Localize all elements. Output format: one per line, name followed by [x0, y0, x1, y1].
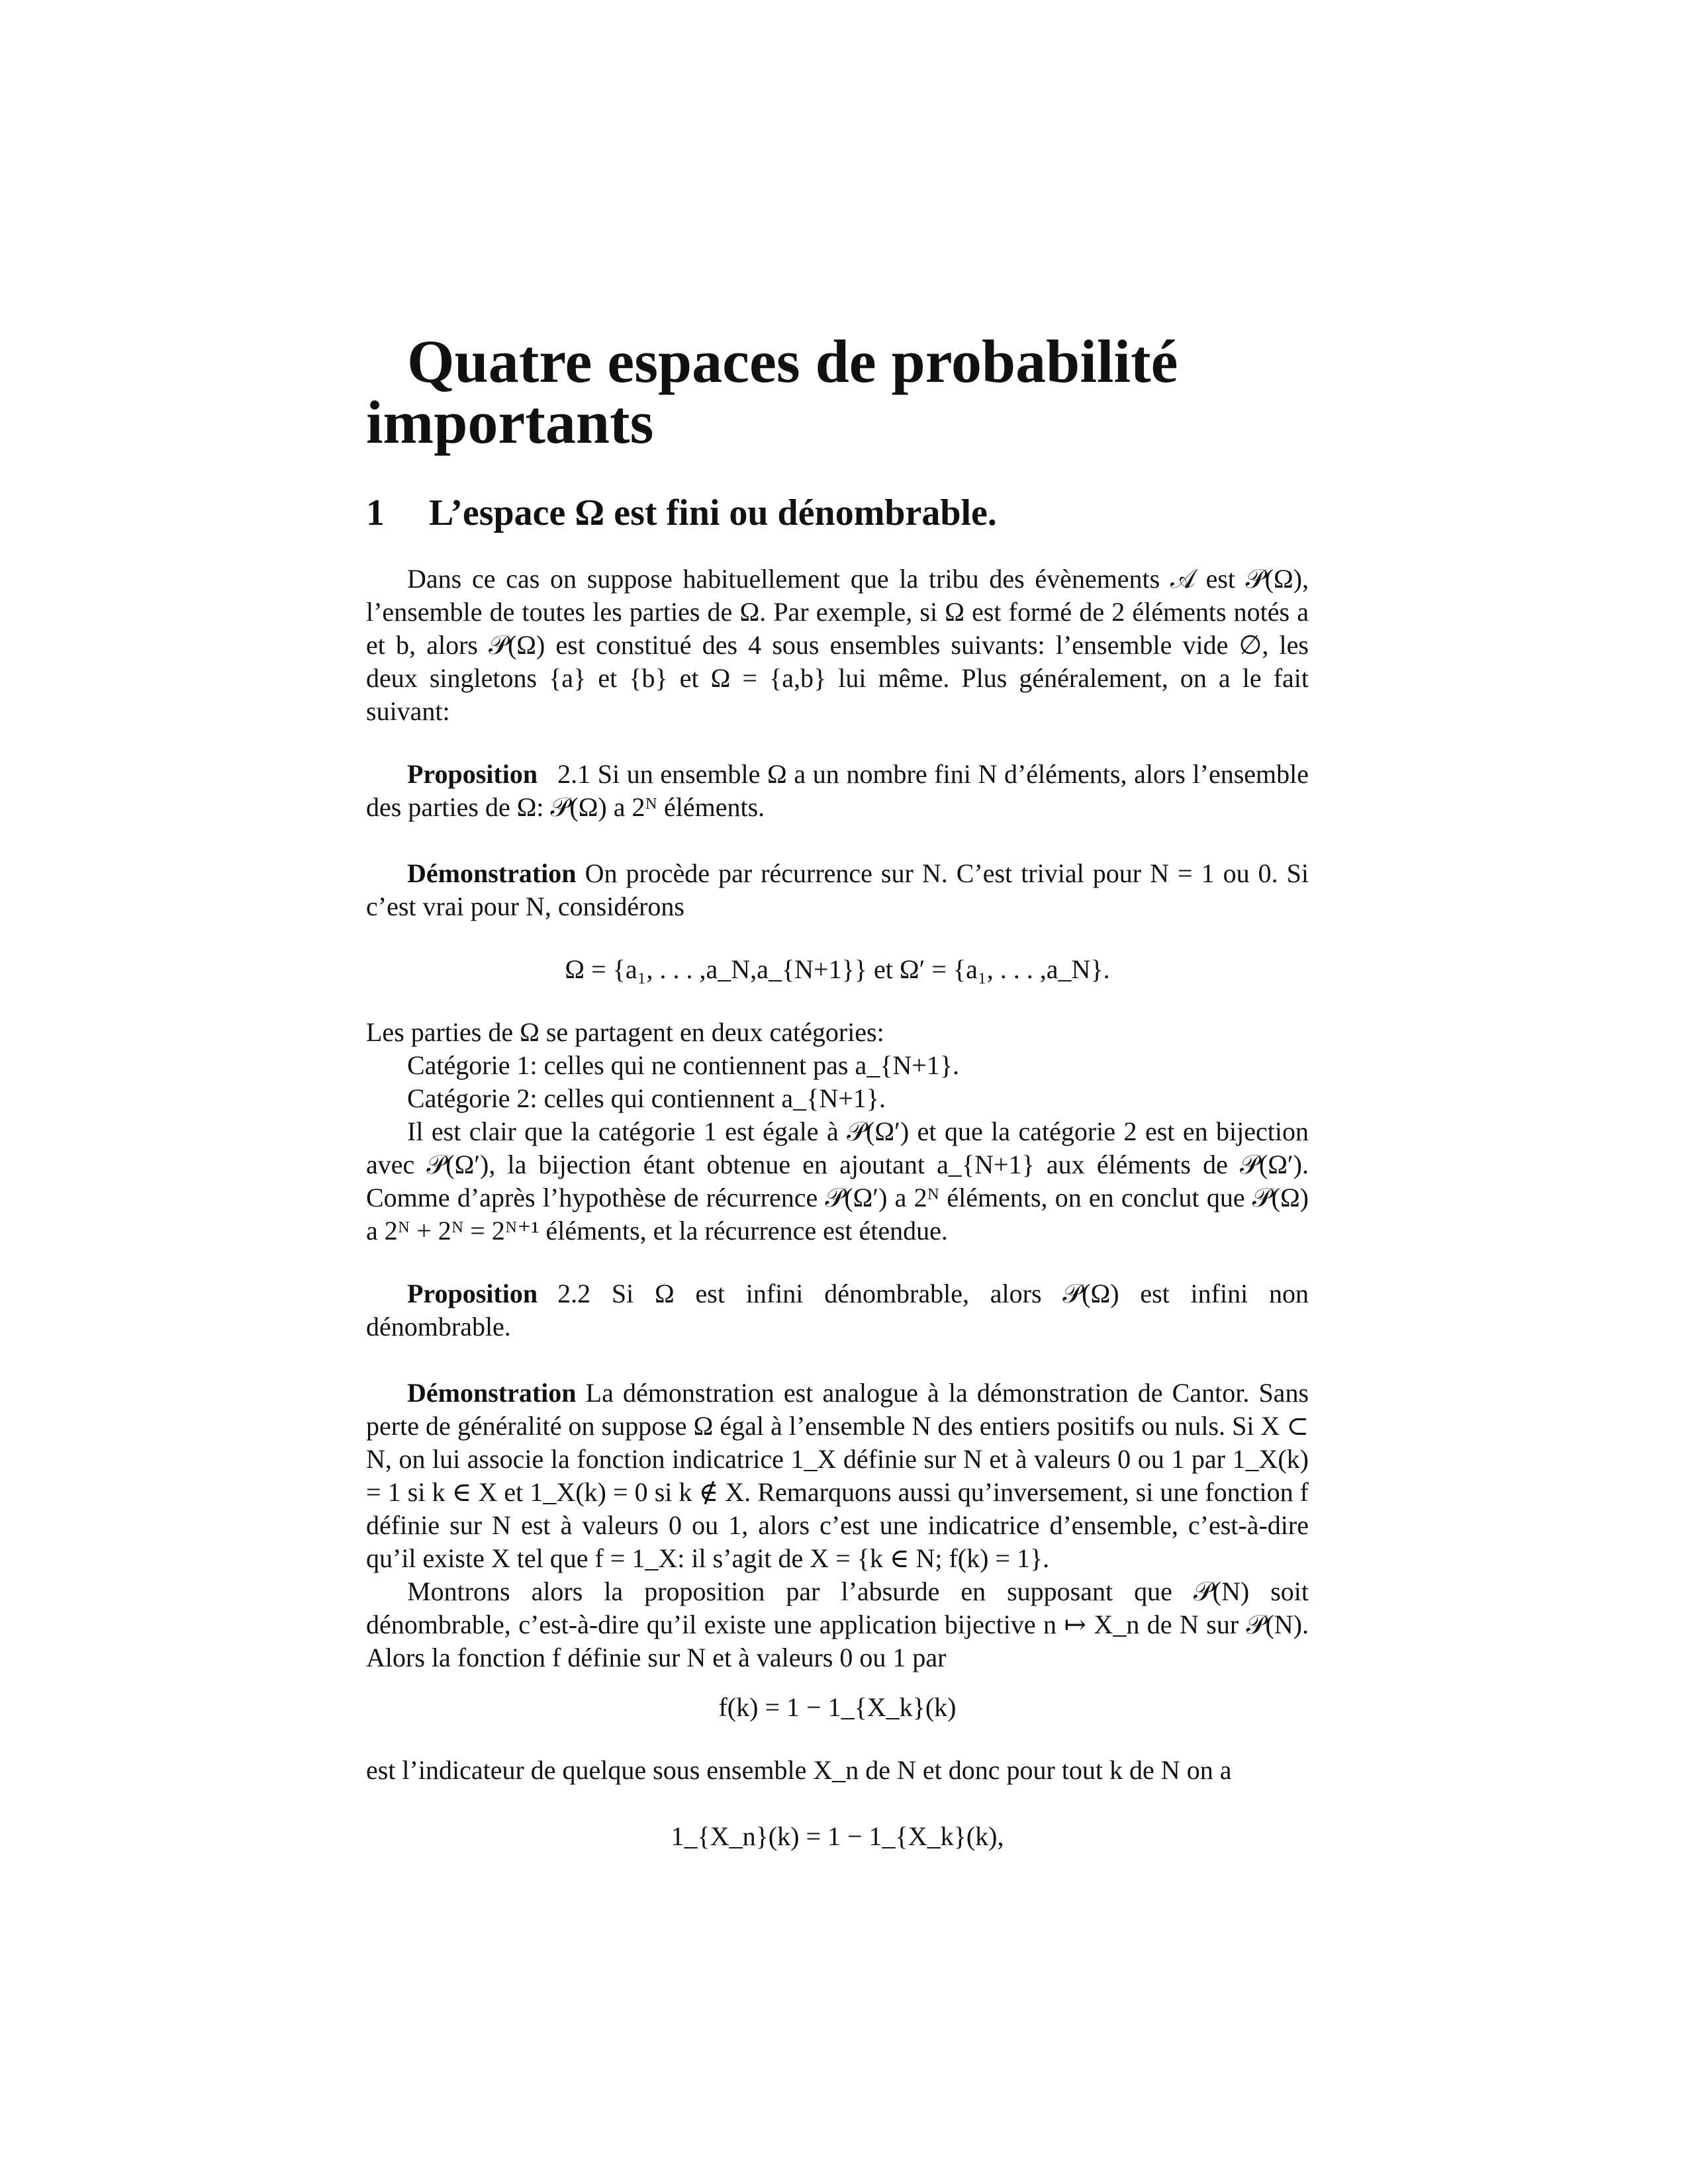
proof-2-continued — [366, 1754, 1309, 1787]
equation-indicator: 1_{X_n}(k) = 1 − 1_{X_k}(k), — [671, 1821, 1004, 1851]
proposition-text: 2.2 Si Ω est infini dénombrable, alors 𝒫(Ω) est infini non dénombrable. — [366, 1279, 1309, 1342]
equation-f: f(k) = 1 − 1_{X_k}(k) — [718, 1692, 957, 1722]
proof-text: On procède par récurrence sur N. C’est trivial pour N = 1 ou 0. Si c’est vrai pour N, considérons — [366, 858, 1309, 921]
proposition-label: Proposition — [407, 1279, 538, 1308]
intro-text: Dans ce cas on suppose habituellement que la tribu des évènements 𝒜 est 𝒫(Ω), l’ensemble de toutes les parties de Ω. Par exemple, si Ω est formé de 2 éléments notés a et b, alors 𝒫(Ω) est constitué des 4 sous ensembles suivants: l’ensemble vide ∅, les deux singletons {a} et {b} et Ω = {a,b} lui même. Plus généralement, on a le fait suivant: — [366, 564, 1309, 726]
category-2: Catégorie 2: celles qui contiennent a_{N+1}. — [407, 1083, 886, 1113]
proof-paragraph: Montrons alors la proposition par l’absurde en supposant que 𝒫(N) soit dénombrable, c’est-à-dire qu’il existe une application bijective n ↦ X_n de N sur 𝒫(N). Alors la fonction f définie sur N et à valeurs 0 ou 1 par — [366, 1576, 1309, 1672]
proof-label: Démonstration — [407, 1378, 577, 1408]
proof-label: Démonstration — [407, 858, 577, 888]
section-number: 1 — [366, 492, 385, 533]
proposition-text: 2.1 Si un ensemble Ω a un nombre fini N d’éléments, alors l’ensemble des parties de Ω: 𝒫(Ω) a 2ᴺ éléments. — [366, 759, 1309, 822]
proof-paragraph: est l’indicateur de quelque sous ensemble X_n de N et donc pour tout k de N on a — [366, 1755, 1232, 1785]
proposition-2 — [366, 1277, 1309, 1343]
proof-conclusion: Il est clair que la catégorie 1 est égale à 𝒫(Ω′) et que la catégorie 2 est en bijection avec 𝒫(Ω′), la bijection étant obtenue en ajoutant a_{N+1} aux éléments de 𝒫(Ω′). Comme d’après l’hypothèse de récurrence 𝒫(Ω′) a 2ᴺ éléments, on en conclut que 𝒫(Ω) a 2ᴺ + 2ᴺ = 2ᴺ⁺¹ éléments, et la récurrence est étendue. — [366, 1116, 1309, 1246]
proof-text: La démonstration est analogue à la démonstration de Cantor. Sans perte de généralité on suppose Ω égal à l’ensemble N des entiers positifs ou nuls. Si X ⊂ N, on lui associe la fonction indicatrice 1_X définie sur N et à valeurs 0 ou 1 par 1_X(k) = 1 si k ∈ X et 1_X(k) = 0 si k ∉ X. Remarquons aussi qu’inversement, si une fonction f définie sur N est à valeurs 0 ou 1, alors c’est une indicatrice d’ensemble, c’est-à-dire qu’il existe X tel que f = 1_X: il s’agit de X = {k ∈ N; f(k) = 1}. — [366, 1378, 1309, 1573]
section-heading — [366, 490, 1309, 536]
section-title: L’espace Ω est fini ou dénombrable. — [429, 492, 997, 533]
proof-2 — [366, 1377, 1309, 1674]
intro-paragraph — [366, 563, 1309, 728]
categories-intro: Les parties de Ω se partagent en deux catégories: — [366, 1017, 884, 1047]
equation-omega: Ω = {a₁, . . . ,a_N,a_{N+1}} et Ω′ = {a₁, . . . ,a_N}. — [565, 954, 1110, 984]
category-1: Catégorie 1: celles qui ne contiennent pas a_{N+1}. — [407, 1050, 960, 1080]
proposition-1 — [366, 758, 1309, 824]
proposition-label: Proposition — [407, 759, 538, 789]
proof-1 — [366, 857, 1309, 923]
proof-1-continued — [366, 1016, 1309, 1248]
document-title: Quatre espaces de probabilité importants — [366, 328, 1178, 456]
